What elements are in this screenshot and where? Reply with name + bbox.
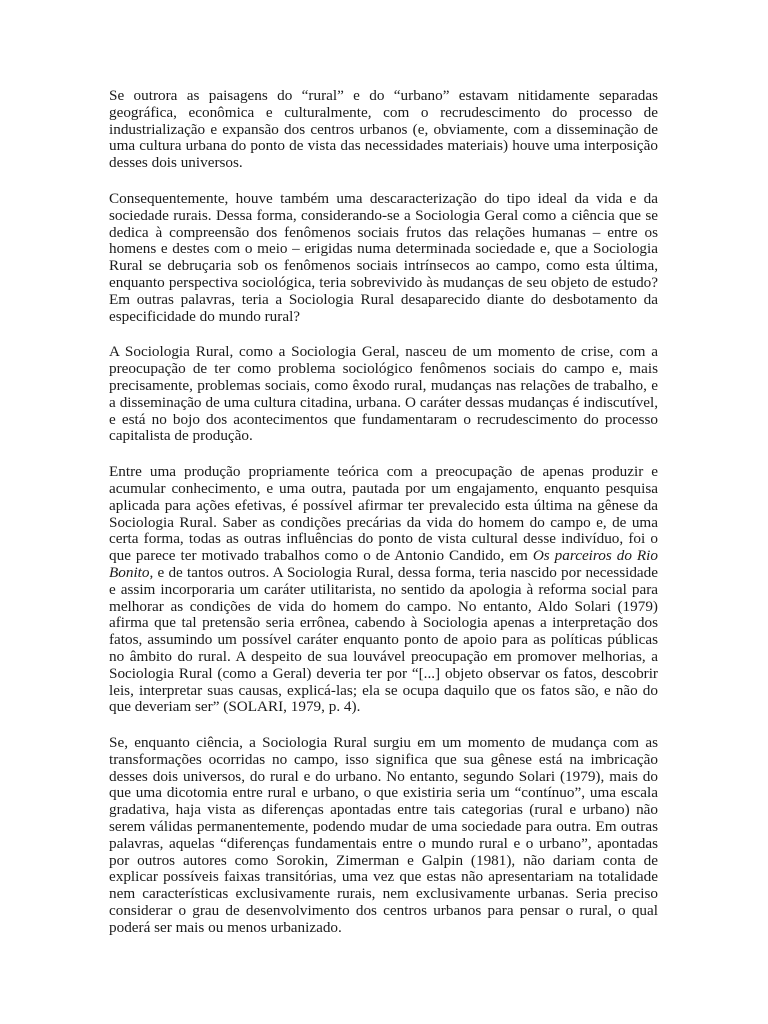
paragraph-5 [109,735,658,937]
paragraph-1 [109,88,658,172]
paragraph-1-text: Se outrora as paisagens do “rural” e do “urbano” estavam nitidamente separadas geográfica, econômica e culturalmente, com o recrudescimento do processo de industrialização e expansão dos centros urbanos (e, obviamente, com a disseminação de uma cultura urbana do ponto de vista das necessidades materiais) houve uma interposição desses dois universos. [109,87,658,172]
paragraph-2-text: Consequentemente, houve também uma descaracterização do tipo ideal da vida e da sociedade rurais. Dessa forma, considerando-se a Sociologia Geral como a ciência que se dedica à compreensão dos fenômenos sociais frutos das relações humanas – entre os homens e destes com o meio – erigidas numa determinada sociedade e, que a Sociologia Rural se debruçaria sob os fenômenos sociais intrínsecos ao campo, como esta última, enquanto perspectiva sociológica, teria sobrevivido às mudanças de seu objeto de estudo? Em outras palavras, teria a Sociologia Rural desaparecido diante do desbotamento da especificidade do mundo rural? [109,189,658,325]
paragraph-4 [109,464,658,716]
paragraph-4-text-start: Entre uma produção propriamente teórica com a preocupação de apenas produzir e acumular conhecimento, e uma outra, pautada por um engajamento, enquanto pesquisa aplicada para ações efetivas, é possível afirmar ter prevalecido esta última na gênese da Sociologia Rural. Saber as condições precárias da vida do homem do campo e, de uma certa forma, todas as outras influências do ponto de vista cultural desse indivíduo, foi o que parece ter motivado trabalhos como o de Antonio Candido, em [109,463,658,565]
paragraph-2 [109,191,658,325]
paragraph-4-text-end: , e de tantos outros. A Sociologia Rural, dessa forma, teria nascido por necessidade e assim incorporaria um caráter utilitarista, no sentido da apologia à reforma social para melhorar as condições de vida do homem do campo. No entanto, Aldo Solari (1979) afirma que tal pretensão seria errônea, cabendo à Sociologia apenas a interpretação dos fatos, assumindo um possível caráter enquanto ponto de apoio para as políticas públicas no âmbito do rural. A despeito de sua louvável preocupação em promover melhorias, a Sociologia Rural (como a Geral) deveria ter por “[...] objeto observar os fatos, descobrir leis, interpretar suas causas, explicá-las; ela se ocupa daquilo que os fatos são, e não do que deveriam ser” (SOLARI, 1979, p. 4). [109,563,658,716]
paragraph-3 [109,344,658,445]
document-page [109,88,658,937]
paragraph-5-text: Se, enquanto ciência, a Sociologia Rural surgiu em um momento de mudança com as transformações ocorridas no campo, isso significa que sua gênese está na imbricação desses dois universos, do rural e do urbano. No entanto, segundo Solari (1979), mais do que uma dicotomia entre rural e urbano, o que existiria seria um “contínuo”, uma escala gradativa, haja vista as diferenças apontadas entre tais categorias (rural e urbano) não serem válidas permanentemente, podendo mudar de uma sociedade para outra. Em outras palavras, aquelas “diferenças fundamentais entre o mundo rural e o urbano”, apontadas por outros autores como Sorokin, Zimerman e Galpin (1981), não dariam conta de explicar possíveis faixas transitórias, uma vez que estas não apresentariam na totalidade nem características exclusivamente rurais, nem exclusivamente urbanas. Seria preciso considerar o grau de desenvolvimento dos centros urbanos para pensar o rural, o qual poderá ser mais ou menos urbanizado. [109,734,658,936]
paragraph-3-text: A Sociologia Rural, como a Sociologia Geral, nasceu de um momento de crise, com a preocupação de ter como problema sociológico fenômenos sociais do campo e, mais precisamente, problemas sociais, como êxodo rural, mudanças nas relações de trabalho, e a disseminação de uma cultura citadina, urbana. O caráter dessas mudanças é indiscutível, e está no bojo dos acontecimentos que fundamentaram o recrudescimento do processo capitalista de produção. [109,343,658,445]
book-title-italic: Os parceiros do Rio Bonito [109,547,658,581]
